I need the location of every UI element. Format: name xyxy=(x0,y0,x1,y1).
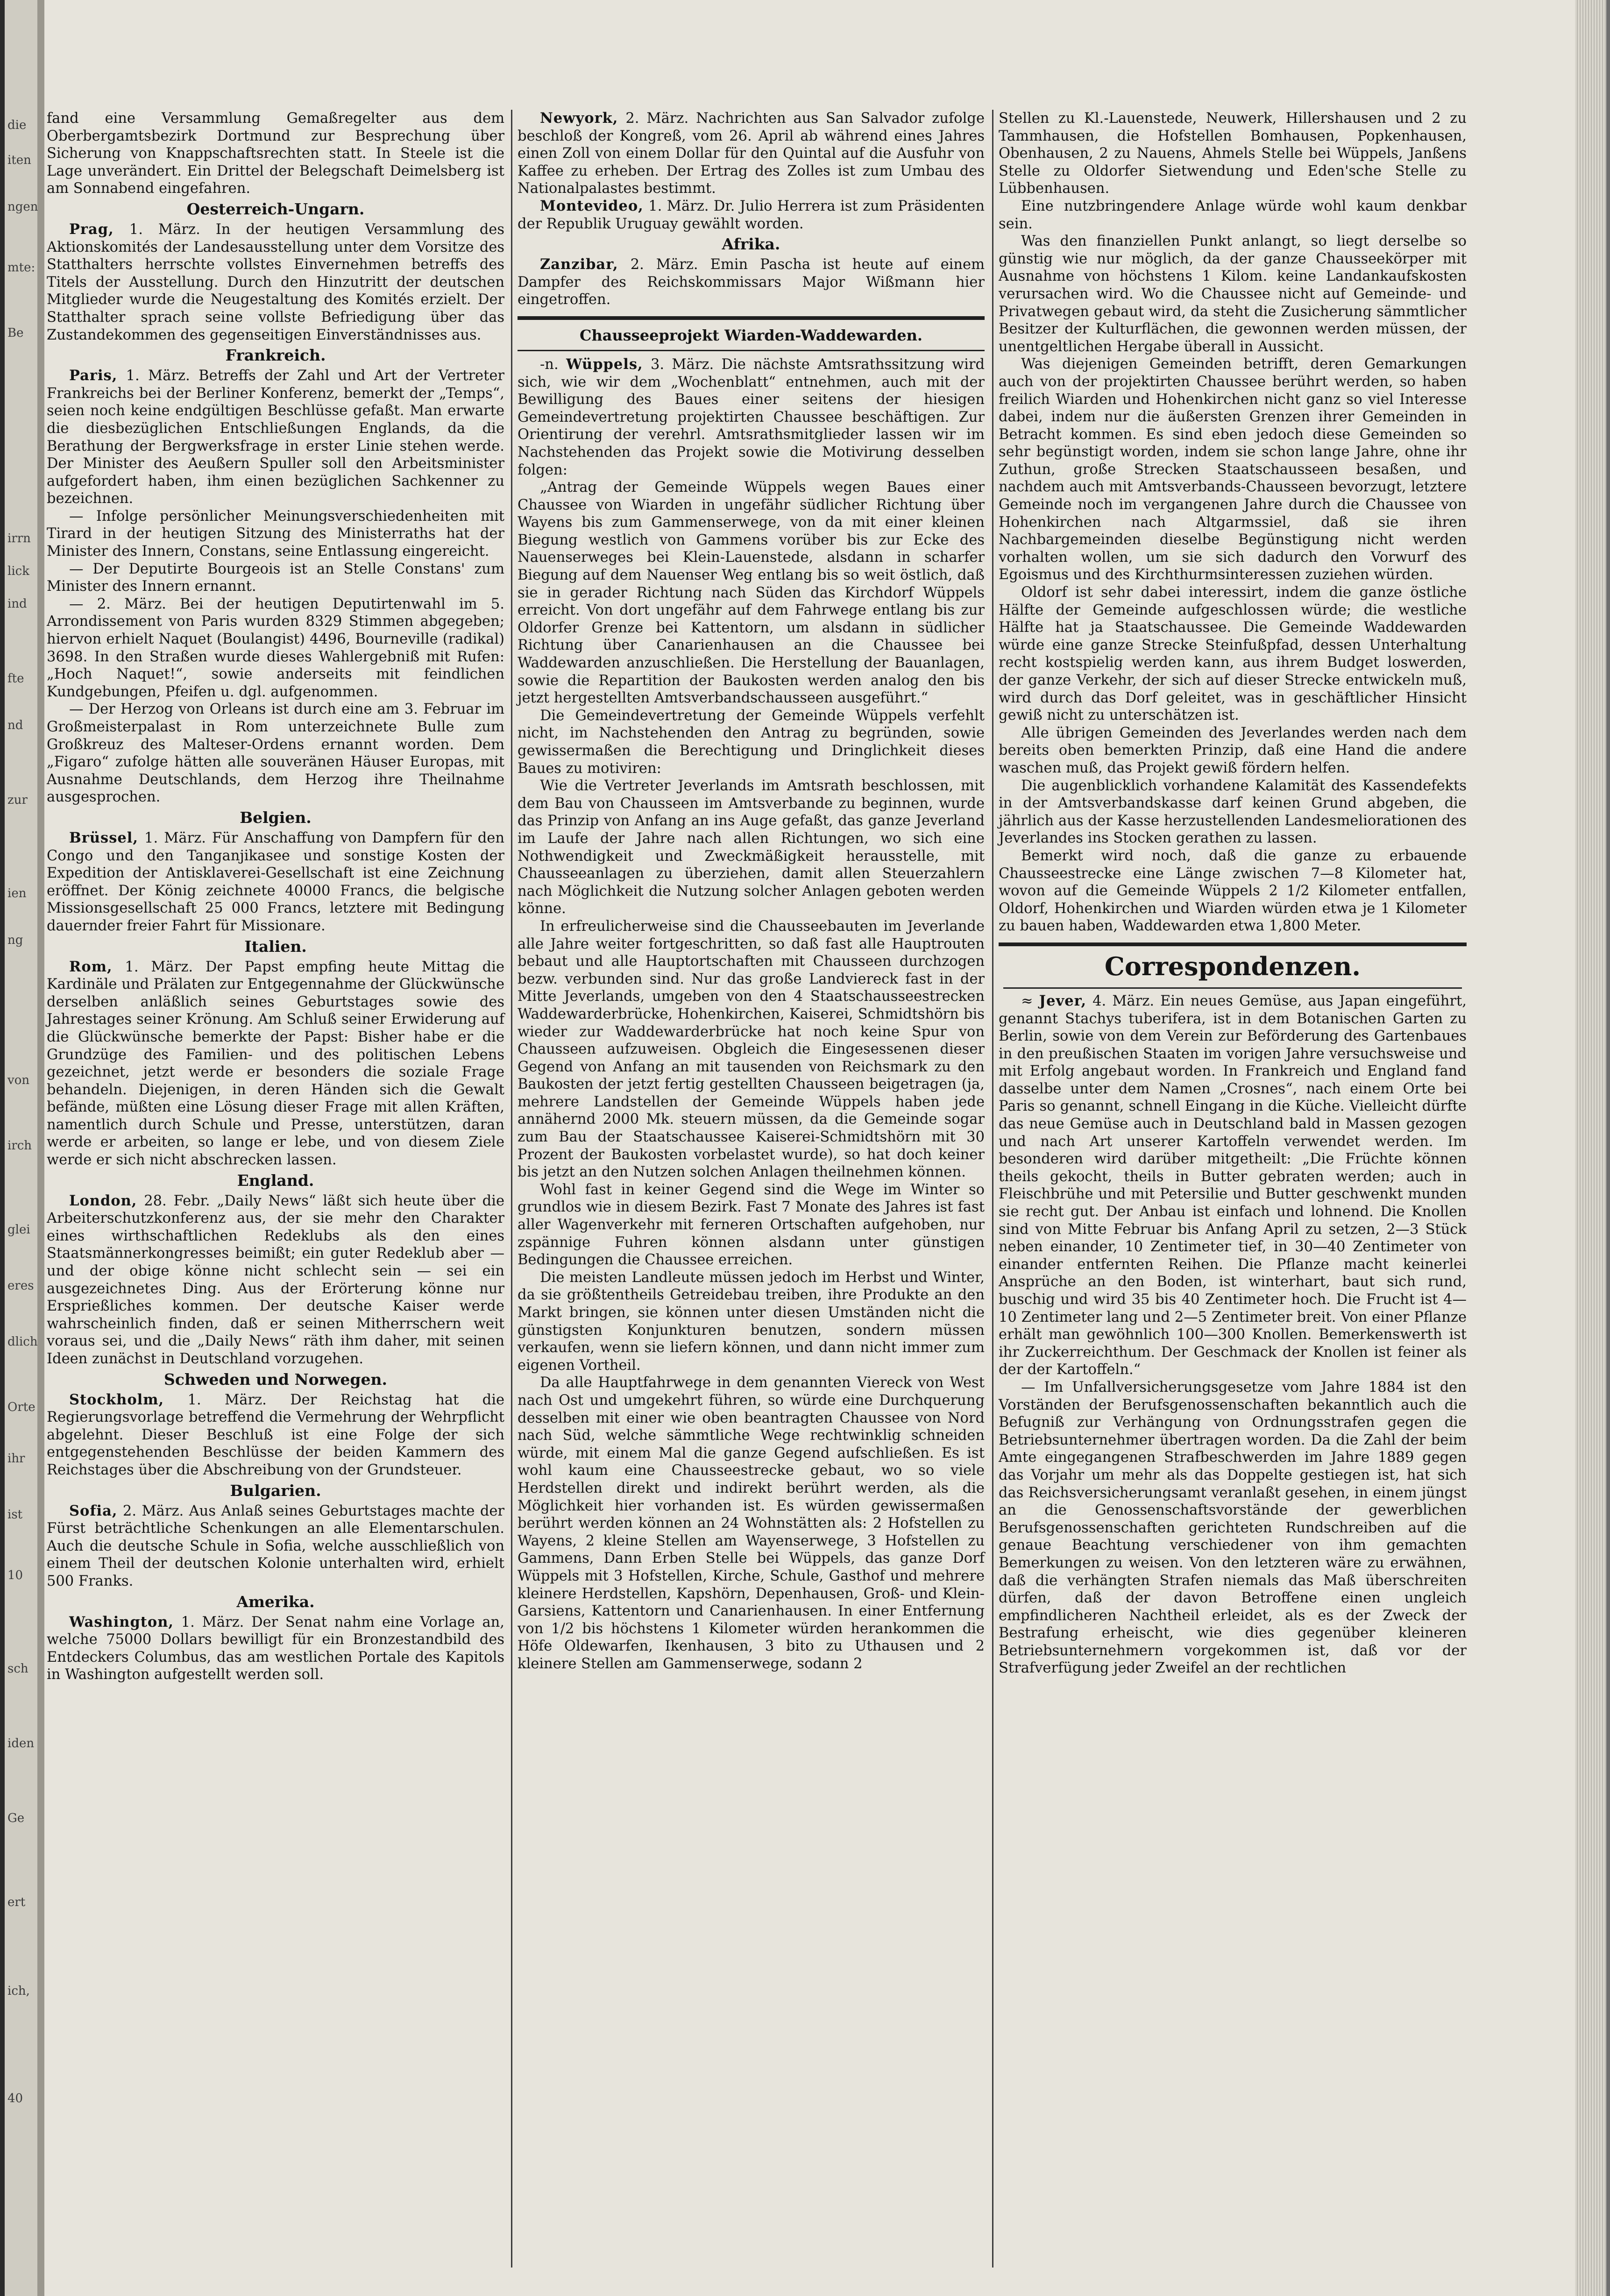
article-paragraph: Wie die Vertreter Jeverlands im Amtsrath beschlossen, mit dem Bau von Chausseen im Amtsverbande zu beginnen, wurde das Prinzip von Anfang an ins Auge gefaßt, das ganze Jeverland im Laufe der Jahre nach allen Richtungen, wo sich eine Nothwendigkeit und Zweckmäßigkeit herausstelle, mit Chausseeanlagen zu überziehen, damit allen Steuerzahlern nach Möglichkeit die Nutzung solcher Anlagen geboten werden könne. xyxy=(518,778,985,917)
spine-fragment: mte: xyxy=(7,261,35,275)
spine-fragment: Ge xyxy=(7,1811,25,1825)
section-heading-scandinavia: Schweden und Norwegen. xyxy=(164,1370,387,1389)
article-zanzibar xyxy=(518,256,985,309)
article-text: 1. März. Der Papst empfing heute Mittag die Kardinäle und Prälaten zur Entgegennahme der Glückwünsche derselben anläßlich seines Geburtstages sowie des Jahrestages seiner Krönung. Am Schluß seiner Erwiderung auf die Glückwünsche bemerkte der Papst: Bisher habe er die Grundzüge des Familien- und des politischen Lebens gezeichnet, jetzt werde er besonders die soziale Frage behandeln. Diejenigen, in deren Händen sich die Gewalt befände, müßten eine Lösung dieser Frage mit allen Kräften, namentlich durch Schule und Presse, unterstützen, daran werde er arbeiten, so lange er lebe, und von diesem Ziele werde er sich nicht abschrecken lassen. xyxy=(47,958,504,1169)
spine-fragment: die xyxy=(7,118,27,132)
dateline: Sofia, xyxy=(69,1502,118,1519)
article-text: 1. März. Der Reichstag hat die Regierungsvorlage betreffend die Vermehrung der Wehrpflicht abgelehnt. Dieser Beschluß ist eine Folge der sich entgegenstehenden Beschlüsse der beiden Kammern des Reichstages über die Abschreibung von der Grundsteuer. xyxy=(47,1391,504,1478)
dateline: London, xyxy=(69,1192,137,1209)
section-heading-england: England. xyxy=(237,1171,314,1190)
article-paragraph: — Der Deputirte Bourgeois ist an Stelle Constans' zum Minister des Innern ernannt. xyxy=(47,560,504,595)
spine-fragment: sch xyxy=(7,1662,28,1676)
spine-fragment: fte xyxy=(7,672,24,686)
spine-fragment: ind xyxy=(7,597,27,611)
section-title-chausseeprojekt: Chausseeprojekt Wiarden-Waddewarden. xyxy=(579,326,923,344)
article-text: 1. März. In der heutigen Versammlung des Aktionskomités der Landesausstellung unter dem Vorsitze des Statthalters herrschte vollstes Einvernehmen betreffs des Titels der Ausstellung. Durch den Hinzutritt der deutschen Mitglieder wurde die Neugestaltung des Komités erzielt. Der Statthalter sprach seine vollste Befriedigung über das Zustandekommen des gegenseitigen Einverständnisses aus. xyxy=(47,221,504,343)
section-divider xyxy=(1003,987,1462,989)
article-text: 1. März. Dr. Julio Herrera ist zum Präsidenten der Republik Uruguay gewählt worden. xyxy=(518,198,985,232)
spine-fragment: irch xyxy=(7,1139,32,1153)
article-text: 2. März. Emin Pascha ist heute auf einem Dampfer des Reichskommissars Major Wißmann hier eingetroffen. xyxy=(518,256,985,308)
column-3 xyxy=(999,110,1467,2272)
spine-fragment: von xyxy=(7,1073,30,1087)
article-paragraph: — Im Unfallversicherungsgesetze vom Jahre 1884 ist den Vorständen der Berufsgenossenschaften bekanntlich auch die Befugniß zur Verhängung von Ordnungsstrafen gegen die Betriebsunternehmer übertragen worden. Da die Zahl der beim Amte eingegangenen Strafbeschwerden im Jahre 1889 gegen das Vorjahr um mehr als das Doppelte gestiegen ist, hat sich das Reichsversicherungsamt veranlaßt gesehen, in einem jüngst an die Genossenschaftsvorstände der gewerblichen Berufsgenossenschaften gerichteten Rundschreiben auf die genaue Beachtung verschiedener von ihm gemachten Bemerkungen zu weisen. Von den letzteren wäre zu erwähnen, daß die verhängten Strafen niemals das Maß überschreiten dürfen, daß der davon Betroffene einen ungleich empfindlicheren Nachtheil erleidet, als es der Zweck der Bestrafung erheischt, wie dies gegenüber kleineren Betriebsunternehmern vorgekommen ist, daß vor der Strafverfügung jeder Zweifel an der rechtlichen xyxy=(999,1379,1467,1677)
spine-fragment: 40 xyxy=(7,2091,23,2105)
article-bruessel xyxy=(47,829,504,935)
author-mark: ≈ xyxy=(1021,992,1039,1009)
column-rule xyxy=(511,110,512,2268)
article-paragraph: Alle übrigen Gemeinden des Jeverlandes werden nach dem bereits oben bemerkten Prinzip, daß eine Hand die andere waschen muß, das Projekt gewiß fördern helfen. xyxy=(999,724,1467,776)
article-text: 28. Febr. „Daily News“ läßt sich heute über die Arbeiterschutzkonferenz aus, der sie mehr den Charakter eines wirthschaftlichen Redeklubs als den eines Staatsmännerkongresses beimißt; ein guter Redeklub aber — und der obige könne nicht schlecht sein — sei ein ausgezeichnetes Ding. Aus der Erörterung könne nur Ersprießliches kommen. Der deutsche Kaiser werde wahrscheinlich finden, daß er seinen Mitherrschern weit voraus sei, und die „Daily News“ räth ihm daher, mit seinen Ideen zunächst in Deutschland vorzugehen. xyxy=(47,1192,504,1367)
article-text: 1. März. Der Senat nahm eine Vorlage an, welche 75000 Dollars bewilligt für ein Bronzestandbild des Entdeckers Columbus, das am westlichen Portale des Kapitols in Washington aufgestellt werden soll. xyxy=(47,1614,504,1683)
adjacent-page-strip xyxy=(0,0,44,2296)
spine-fragment: ng xyxy=(7,933,23,947)
spine-fragment: ngen xyxy=(7,200,38,214)
article-paragraph: Stellen zu Kl.-Lauenstede, Neuwerk, Hillershausen und 2 zu Tammhausen, die Hofstellen Bomhausen, Popkenhausen, Obenhausen, 2 zu Nauens, Ahmels Stelle bei Wüppels, Janßens Stelle zu Oldorfer Sietwendung und Eden'sche Stelle zu Lübbenhausen. xyxy=(999,110,1467,197)
article-paragraph: Was den finanziellen Punkt anlangt, so liegt derselbe so günstig wie nur möglich, da der ganze Chausseekörper mit Ausnahme von höchstens 1 Kilom. keine Landankaufskosten verursachen wird. Wo die Chaussee nicht auf Gemeinde- und Privatwegen gebaut wird, da steht die Zusicherung sämmtlicher Besitzer der Kulturflächen, die gewonnen werden müssen, der unentgeltlichen Hergabe überall in Aussicht. xyxy=(999,233,1467,355)
article-newyork xyxy=(518,110,985,198)
spine-fragment: eres xyxy=(7,1279,34,1293)
dateline: Paris, xyxy=(69,367,118,384)
article-paragraph: — Infolge persönlicher Meinungsverschiedenheiten mit Tirard in der heutigen Sitzung des Ministerraths hat der Minister des Innern, Constans, seine Entlassung eingereicht. xyxy=(47,508,504,560)
article-text: 4. März. Ein neues Gemüse, aus Japan eingeführt, genannt Stachys tuberifera, ist in dem Botanischen Garten zu Berlin, sowie von dem Verein zur Beförderung des Gartenbaues in den preußischen Staaten im vorigen Jahre versuchsweise und mit Erfolg angebaut worden. In Frankreich und England fand dasselbe unter dem Namen „Crosnes“, nach einem Orte bei Paris so genannt, schnell Eingang in die Küche. Vielleicht dürfte das neue Gemüse auch in Deutschland bald in Massen gezogen und nach Art unserer Kartoffeln verwendet werden. Im besonderen wird darüber mitgetheilt: „Die Früchte können theils gekocht, theils in Butter gebraten werden; auch in Fleischbrühe und mit Petersilie und Butter geschwenkt munden sie recht gut. Der Anbau ist einfach und lohnend. Die Knollen sind von Mitte Februar bis Anfang April zu setzen, 2—3 Stück neben einander, 10 Zentimeter tief, in 30—40 Zentimeter von einander entfernten Reihen. Die Pflanze macht keinerlei Ansprüche an den Boden, ist winterhart, baut sich rund, buschig und wird 35 bis 40 Zentimeter hoch. Die Frucht ist 4—10 Zentimeter lang und 2—5 Zentimeter breit. Von einer Pflanze erhält man gewöhnlich 100—300 Knollen. Bemerkenswerth ist ihr Zuckerreichthum. Der Geschmack der Knollen ist feiner als der der Kartoffeln.“ xyxy=(999,992,1467,1378)
article-washington xyxy=(47,1614,504,1684)
section-divider xyxy=(518,316,985,320)
spine-fragment: nd xyxy=(7,718,23,732)
dateline: Prag, xyxy=(69,220,114,238)
section-heading-bulgaria: Bulgarien. xyxy=(230,1481,321,1500)
spine-fragment: iden xyxy=(7,1736,35,1750)
section-heading-belgium: Belgien. xyxy=(240,808,312,827)
spine-fragment: glei xyxy=(7,1223,30,1237)
spine-fragment: zur xyxy=(7,793,28,807)
column-2 xyxy=(518,110,985,2272)
article-paragraph: fand eine Versammlung Gemaßregelter aus dem Oberbergamtsbezirk Dortmund zur Besprechung über Sicherung von Knappschaftsrechten statt. In Steele ist die Lage unverändert. Ein Drittel der Belegschaft Deimelsberg ist am Sonnabend eingefahren. xyxy=(47,110,504,197)
article-prag xyxy=(47,221,504,344)
article-paragraph: Die meisten Landleute müssen jedoch im Herbst und Winter, da sie größtentheils Getreidebau treiben, ihre Produkte an den Markt bringen, sie können unter diesen Umständen nicht die günstigsten Konjunkturen benutzen, sondern müssen verkaufen, wenn sie liefern können, und dann nicht immer zum eigenen Vortheil. xyxy=(518,1269,985,1374)
spine-fragment: iten xyxy=(7,153,31,167)
page-stack-edge xyxy=(1575,0,1610,2296)
dateline: Washington, xyxy=(69,1613,174,1630)
section-heading-austria: Oesterreich-Ungarn. xyxy=(186,199,365,218)
article-text: 1. März. Betreffs der Zahl und Art der Vertreter Frankreichs bei der Berliner Konferenz, bemerkt der „Temps“, seien noch keine endgültigen Beschlüsse gefaßt. Man erwarte die diesbezüglichen Entschließungen Englands, da die Berathung der Bergwerksfrage in erster Linie stehen werde. Der Minister des Aeußern Spuller soll den Arbeitsminister aufgefordert haben, ihm einen bezüglichen Sachkenner zu bezeichnen. xyxy=(47,368,504,507)
section-heading-america: Amerika. xyxy=(236,1592,315,1611)
article-paris xyxy=(47,367,504,508)
spine-fragment: 10 xyxy=(7,1568,23,1582)
dateline: Stockholm, xyxy=(69,1391,164,1408)
spine-fragment: ist xyxy=(7,1508,23,1522)
article-rom xyxy=(47,958,504,1169)
dateline: Rom, xyxy=(69,958,113,975)
spine-fragment: ihr xyxy=(7,1452,25,1466)
article-paragraph: Bemerkt wird noch, daß die ganze zu erbauende Chausseestrecke eine Länge zwischen 7—8 Kilometer hat, wovon auf die Gemeinde Wüppels 2 1/2 Kilometer entfallen, Oldorf, Hohenkirchen und Wiarden würden etwa je 1 Kilometer zu bauen haben, Waddewarden etwa 1,800 Meter. xyxy=(999,847,1467,935)
dateline: Brüssel, xyxy=(69,829,138,846)
section-title-correspondenzen: Correspondenzen. xyxy=(1104,951,1361,981)
author-mark: -n. xyxy=(540,356,566,373)
dateline: Wüppels, xyxy=(566,355,643,373)
article-paragraph: Wohl fast in keiner Gegend sind die Wege im Winter so grundlos wie in diesem Bezirk. Fast 7 Monate des Jahres ist fast aller Wagenverkehr mit ferneren Ortschaften aufgehoben, nur zspännige Fuhren können alsdann unter günstigen Bedingungen die Chaussee erreichen. xyxy=(518,1181,985,1268)
section-heading-france: Frankreich. xyxy=(225,346,326,365)
article-paragraph: — Der Herzog von Orleans ist durch eine am 3. Februar im Großmeisterpalast in Rom unterzeichnete Bulle zum Großkreuz des Malteser-Ordens ernannt worden. Dem „Figaro“ zufolge hätten alle souveränen Häuser Europas, mit Ausnahme Deutschlands, dem Herzog ihre Theilnahme ausgesprochen. xyxy=(47,701,504,806)
section-divider xyxy=(518,350,985,351)
spine-fragment: Orte xyxy=(7,1400,35,1414)
spine-fragment: irrn xyxy=(7,531,31,546)
section-divider xyxy=(999,942,1467,946)
section-heading-italy: Italien. xyxy=(244,937,307,956)
article-paragraph: Eine nutzbringendere Anlage würde wohl kaum denkbar sein. xyxy=(999,198,1467,232)
article-text: 1. März. Für Anschaffung von Dampfern für den Congo und den Tanganjikasee und sonstige Kosten der Expedition der Antisklaverei-Gesellschaft ist eine Zeichnung eröffnet. Der König zeichnete 40000 Francs, die belgische Missionsgesellschaft 25 000 Francs, letztere mit Bedingung dauernder freier Fahrt für Missionare. xyxy=(47,829,504,934)
spine-fragment: dlich xyxy=(7,1335,38,1349)
article-text: 2. März. Aus Anlaß seines Geburtstages machte der Fürst beträchtliche Schenkungen an alle Elementarschulen. Auch die deutsche Schule in Sofia, welche ausschließlich von einem Theil der deutschen Kolonie unterhalten wird, erhielt 500 Franks. xyxy=(47,1502,504,1589)
article-paragraph: In erfreulicherweise sind die Chausseebauten im Jeverlande alle Jahre weiter fortgeschritten, so daß fast alle Hauptrouten bebaut und alle Hauptortschaften mit Chausseen durchzogen bezw. verbunden sind. Nur das große Landviereck fast in der Mitte Jeverlands, umgeben von den 4 Staatschausseestrecken Waddewarderbrücke, Hohenkirchen, Kaiserei, Schmidtshörn bis wieder zur Waddewarderbrücke hat noch keine Spur von Chausseen aufzuweisen. Obgleich die Eingesessenen dieser Gegend von Anfang an mit tausenden von Reichsmark zu den Baukosten der jetzt fertig gestellten Chausseen beigetragen (ja, mehrere Landstellen der Gemeinde Wüppels haben jede annähernd 2000 Mk. steuern müssen, da die Gemeinde sogar zum Bau der Staatschaussee Kaiserei-Schmidtshörn mit 30 Prozent der Baukosten vorbelastet wurde), so hat doch keiner bis jetzt an den Nutzen solchen Anlagen theilnehmen können. xyxy=(518,918,985,1181)
article-paragraph: Die augenblicklich vorhandene Kalamität des Kassendefekts in der Amtsverbandskasse darf keinen Grund abgeben, die jährlich aus der Kasse herzustellenden Landesmeliorationen des Jeverlandes ins Stocken gerathen zu lassen. xyxy=(999,777,1467,847)
article-text: 2. März. Nachrichten aus San Salvador zufolge beschloß der Kongreß, vom 26. April ab während eines Jahres einen Zoll von einem Dollar für den Quintal auf die Ausfuhr von Kaffee zu erheben. Der Ertrag des Zolles ist zum Umbau des Nationalpalastes bestimmt. xyxy=(518,110,985,197)
dateline: Montevideo, xyxy=(540,197,644,214)
spine-fragment: lick xyxy=(7,564,29,578)
article-paragraph: Da alle Hauptfahrwege in dem genannten Viereck von West nach Ost und umgekehrt führen, so würde eine Durchquerung desselben mit einer wie oben beantragten Chaussee von Nord nach Süd, welche sämmtliche Wege rechtwinklig schneiden würde, mit einem Mal die ganze Gegend aufschließen. Es ist wohl kaum eine Chausseestrecke gebaut, wo so viele Herdstellen direkt und indirekt berührt werden, als die Möglichkeit hier vorhanden ist. Es würden gewissermaßen berührt werden können an 24 Wohnstätten als: 2 Hofstellen zu Wayens, 2 kleine Stellen am Wayenserwege, 3 Hofstellen zu Gammens, Dann Erben Stelle bei Wüppels, das ganze Dorf Wüppels mit 3 Hofstellen, Kirche, Schule, Gasthof und mehrere kleinere Herdstellen, Kapshörn, Depenhausen, Groß- und Klein-Garsiens, Kattentorn und Canarienhausen. In einer Entfernung von 1/2 bis höchstens 1 Kilometer würden herankommen die Höfe Oldewarfen, Ikenhausen, 3 bito zu Uthausen und 2 kleinere Stellen am Gammenserwege, sodann 2 xyxy=(518,1375,985,1672)
article-paragraph: — 2. März. Bei der heutigen Deputirtenwahl im 5. Arrondissement von Paris wurden 8329 Stimmen abgegeben; hiervon erhielt Naquet (Boulangist) 4496, Bourneville (radikal) 3698. In den Straßen wurde dieses Wahlergebniß mit Rufen: „Hoch Naquet!“, sowie anderseits mit feindlichen Kundgebungen, Pfeifen u. dgl. aufgenommen. xyxy=(47,595,504,700)
spine-fragment: ich, xyxy=(7,1984,30,1998)
article-jever xyxy=(999,992,1467,1379)
article-montevideo xyxy=(518,198,985,233)
article-stockholm xyxy=(47,1391,504,1479)
article-sofia xyxy=(47,1502,504,1590)
article-paragraph: Die Gemeindevertretung der Gemeinde Wüppels verfehlt nicht, im Nachstehenden den Antrag zu begründen, sowie gewissermaßen die Berechtigung und Dringlichkeit dieses Baues zu motiviren: xyxy=(518,707,985,777)
column-1 xyxy=(47,110,504,2272)
spine-fragment: ien xyxy=(7,886,27,900)
spine-fragment: Be xyxy=(7,326,24,340)
dateline: Jever, xyxy=(1039,992,1087,1009)
spine-fragment: ert xyxy=(7,1895,26,1909)
article-paragraph: Oldorf ist sehr dabei interessirt, indem die ganze östliche Hälfte der Gemeinde aufgeschlossen würde; die westliche Hälfte hat ja Staatschaussee. Die Gemeinde Waddewarden würde eine ganze Strecke Steinfußpfad, dessen Unterhaltung recht kostspielig werden kann, aus ihrem Budget loswerden, der ganze Verkehr, der sich auf dieser Strecke entwickeln muß, wird durch das Dorf geleitet, was in geschäftlicher Hinsicht gewiß nicht zu unterschätzen ist. xyxy=(999,584,1467,724)
article-text: 3. März. Die nächste Amtsrathssitzung wird sich, wie wir dem „Wochenblatt“ entnehmen, auch mit der Bewilligung des Baues einer seitens der hiesigen Gemeindevertretung projektirten Chaussee beschäftigen. Zur Orientirung der verehrl. Amtsrathsmitglieder lassen wir im Nachstehenden das Projekt sowie die Motivirung desselben folgen: xyxy=(518,356,985,478)
dateline: Newyork, xyxy=(540,110,618,127)
column-rule xyxy=(992,110,993,2268)
article-paragraph: „Antrag der Gemeinde Wüppels wegen Baues einer Chaussee von Wiarden in ungefähr südlicher Richtung über Wayens bis zum Gammenserwege, von da mit einer kleinen Biegung westlich von Gammens vorüber bis zur Ecke des Nauenserweges bei Klein-Lauenstede, alsdann in scharfer Biegung auf dem Nauenser Weg entlang bis so weit östlich, daß sie in gerader Richtung nach Süden das Kirchdorf Wüppels erreicht. Von dort ungefähr auf dem Fahrwege entlang bis zur Oldorfer Grenze bei Kattentorn, um alsdann in südlicher Richtung über Canarienhausen an die Chaussee bei Waddewarden anzuschließen. Die Herstellung der Bauanlagen, sowie die Repartition der Baukosten werden analog den bis jetzt hergestellten Amtsverbandschausseen ausgeführt.“ xyxy=(518,479,985,707)
article-paragraph: Was diejenigen Gemeinden betrifft, deren Gemarkungen auch von der projektirten Chaussee berührt werden, so haben freilich Wiarden und Hohenkirchen nicht ganz so viel Interesse dabei, indem nur die äußersten Grenzen ihrer Gemeinden in Betracht kommen. Es sind eben jedoch diese Gemeinden so sehr begünstigt worden, indem sie schon lange Jahre, ohne ihr Zuthun, große Strecken Staatschausseen besaßen, und nachdem auch mit Amtsverbands-Chausseen bevorzugt, letztere Gemeinde noch im vergangenen Jahre durch die Chaussee von Hohenkirchen nach Altgarmssiel, daß sie ihren Nachbargemeinden dieselbe Begünstigung nicht werden vorhalten wollen, um sie sich dadurch den Vorwurf des Egoismus und des Kirchthurmsinteressen zuziehen würden. xyxy=(999,356,1467,583)
article-london xyxy=(47,1192,504,1368)
section-heading-africa: Afrika. xyxy=(722,235,780,254)
dateline: Zanzibar, xyxy=(540,256,618,273)
article-wueppels xyxy=(518,356,985,479)
